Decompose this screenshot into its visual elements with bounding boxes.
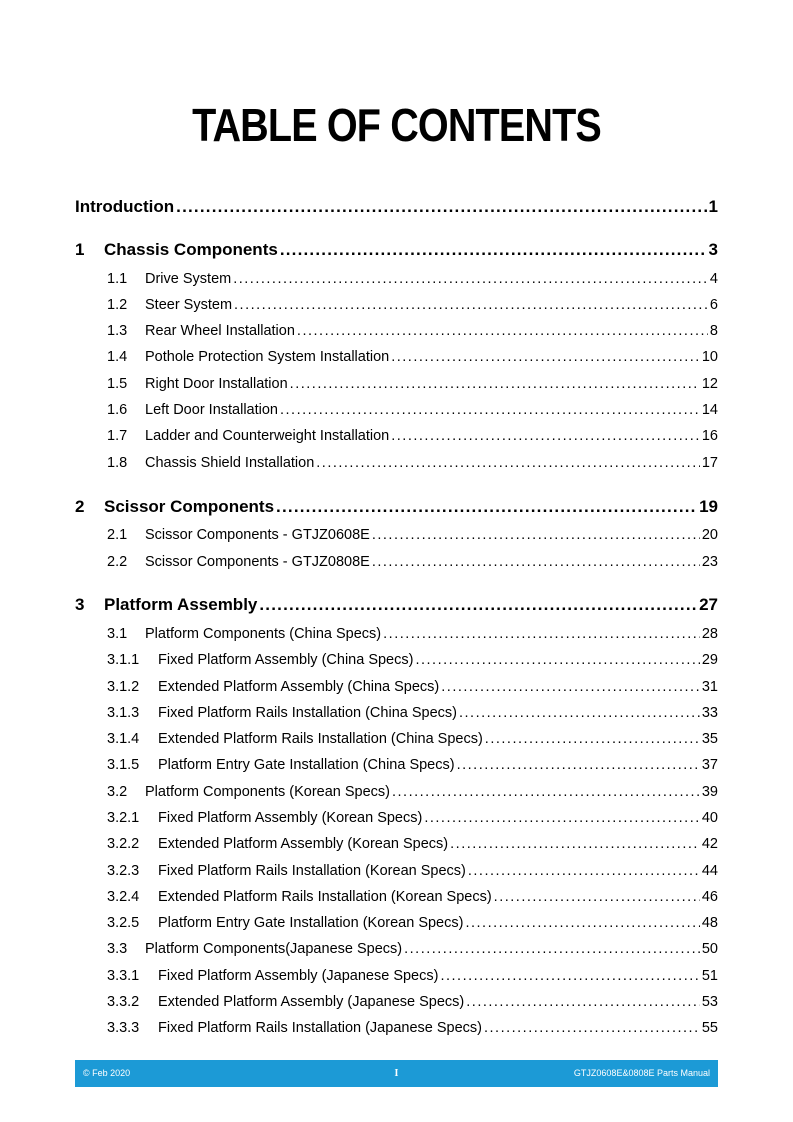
toc-section[interactable] bbox=[75, 349, 718, 365]
section-label: Pothole Protection System Installation bbox=[145, 349, 390, 365]
section-label: Right Door Installation bbox=[145, 376, 288, 392]
chapter-page: 3 bbox=[708, 240, 718, 259]
dot-leader bbox=[234, 297, 708, 313]
dot-leader bbox=[485, 731, 700, 747]
section-page: 46 bbox=[701, 889, 718, 905]
section-label: Fixed Platform Assembly (Japanese Specs) bbox=[158, 968, 439, 984]
section-number: 3.1.1 bbox=[107, 652, 140, 668]
footer-copyright: © Feb 2020 bbox=[83, 1068, 131, 1078]
section-number: 1.4 bbox=[107, 349, 128, 365]
dot-leader bbox=[424, 810, 700, 826]
section-number: 3.2.2 bbox=[107, 836, 140, 852]
section-page: 48 bbox=[701, 915, 718, 931]
dot-leader bbox=[468, 863, 700, 879]
dot-leader bbox=[440, 968, 699, 984]
section-number: 3.1.2 bbox=[107, 679, 140, 695]
dot-leader bbox=[392, 784, 700, 800]
section-number: 2.2 bbox=[107, 554, 128, 570]
section-number: 2.1 bbox=[107, 527, 128, 543]
dot-leader bbox=[276, 497, 697, 517]
section-number: 1.8 bbox=[107, 455, 128, 471]
toc-chapter[interactable] bbox=[75, 595, 718, 615]
section-page: 4 bbox=[709, 271, 718, 287]
toc-section[interactable] bbox=[75, 271, 718, 287]
toc-section[interactable] bbox=[75, 941, 718, 957]
section-label: Extended Platform Assembly (Japanese Specs) bbox=[158, 994, 465, 1010]
section-label: Platform Components (China Specs) bbox=[145, 626, 382, 642]
section-label: Scissor Components - GTJZ0608E bbox=[145, 527, 370, 543]
dot-leader bbox=[457, 757, 700, 773]
toc-section[interactable] bbox=[75, 784, 718, 800]
section-number: 1.2 bbox=[107, 297, 128, 313]
section-label: Platform Entry Gate Installation (China Specs) bbox=[158, 757, 455, 773]
dot-leader bbox=[450, 836, 700, 852]
toc-section[interactable] bbox=[75, 402, 718, 418]
section-number: 3.1.3 bbox=[107, 705, 140, 721]
section-page: 10 bbox=[701, 349, 718, 365]
toc-section[interactable] bbox=[75, 626, 718, 642]
dot-leader bbox=[233, 271, 708, 287]
chapter-label: Scissor Components bbox=[104, 497, 275, 516]
section-page: 50 bbox=[701, 941, 718, 957]
footer-manual-title: GTJZ0608E&0808E Parts Manual bbox=[573, 1068, 710, 1078]
toc-subsection[interactable] bbox=[75, 679, 718, 695]
toc-section[interactable] bbox=[75, 428, 718, 444]
section-number: 3.2.4 bbox=[107, 889, 140, 905]
dot-leader bbox=[280, 240, 707, 260]
section-number: 3.3 bbox=[107, 941, 128, 957]
toc-section[interactable] bbox=[75, 455, 718, 471]
section-page: 14 bbox=[701, 402, 718, 418]
section-label: Left Door Installation bbox=[145, 402, 278, 418]
dot-leader bbox=[372, 554, 700, 570]
section-number: 3.3.2 bbox=[107, 994, 140, 1010]
section-number: 3.1.4 bbox=[107, 731, 140, 747]
chapter-page: 19 bbox=[699, 497, 718, 516]
section-number: 1.7 bbox=[107, 428, 128, 444]
section-number: 3.3.3 bbox=[107, 1020, 140, 1036]
section-number: 3.2.5 bbox=[107, 915, 140, 931]
section-page: 28 bbox=[701, 626, 718, 642]
section-page: 37 bbox=[701, 757, 718, 773]
toc-section[interactable] bbox=[75, 297, 718, 313]
section-label: Fixed Platform Assembly (Korean Specs) bbox=[158, 810, 423, 826]
toc-subsection[interactable] bbox=[75, 1020, 718, 1036]
toc-subsection[interactable] bbox=[75, 757, 718, 773]
section-page: 8 bbox=[709, 323, 718, 339]
toc-chapter[interactable] bbox=[75, 497, 718, 517]
toc-section[interactable] bbox=[75, 376, 718, 392]
section-label: Extended Platform Assembly (China Specs) bbox=[158, 679, 440, 695]
dot-leader bbox=[484, 1020, 700, 1036]
dot-leader bbox=[459, 705, 700, 721]
section-label: Extended Platform Assembly (Korean Specs) bbox=[158, 836, 449, 852]
section-label: Scissor Components - GTJZ0808E bbox=[145, 554, 370, 570]
section-page: 23 bbox=[701, 554, 718, 570]
section-number: 3.2.3 bbox=[107, 863, 140, 879]
toc-subsection[interactable] bbox=[75, 652, 718, 668]
section-page: 33 bbox=[701, 705, 718, 721]
dot-leader bbox=[316, 455, 700, 471]
toc-subsection[interactable] bbox=[75, 994, 718, 1010]
section-label: Chassis Shield Installation bbox=[145, 455, 315, 471]
section-page: 12 bbox=[701, 376, 718, 392]
dot-leader bbox=[176, 197, 706, 217]
toc-subsection[interactable] bbox=[75, 889, 718, 905]
section-label: Drive System bbox=[145, 271, 232, 287]
section-page: 55 bbox=[701, 1020, 718, 1036]
chapter-number: 1 bbox=[75, 240, 85, 259]
section-number: 3.2.1 bbox=[107, 810, 140, 826]
toc-subsection[interactable] bbox=[75, 810, 718, 826]
section-label: Extended Platform Rails Installation (Korean Specs) bbox=[158, 889, 492, 905]
chapter-page: 27 bbox=[699, 595, 718, 614]
dot-leader bbox=[494, 889, 700, 905]
section-page: 16 bbox=[701, 428, 718, 444]
toc-section[interactable] bbox=[75, 527, 718, 543]
toc-entry-introduction[interactable] bbox=[75, 197, 718, 217]
section-label: Fixed Platform Assembly (China Specs) bbox=[158, 652, 414, 668]
page-title: TABLE OF CONTENTS bbox=[192, 99, 601, 151]
toc-subsection[interactable] bbox=[75, 836, 718, 852]
section-page: 39 bbox=[701, 784, 718, 800]
page-footer bbox=[75, 1060, 718, 1087]
section-page: 31 bbox=[701, 679, 718, 695]
dot-leader bbox=[290, 376, 700, 392]
section-number: 1.6 bbox=[107, 402, 128, 418]
section-label: Fixed Platform Rails Installation (Japanese Specs) bbox=[158, 1020, 482, 1036]
section-page: 17 bbox=[701, 455, 718, 471]
section-label: Platform Components (Korean Specs) bbox=[145, 784, 390, 800]
section-page: 51 bbox=[701, 968, 718, 984]
chapter-number: 2 bbox=[75, 497, 85, 516]
section-number: 3.1.5 bbox=[107, 757, 140, 773]
section-label: Fixed Platform Rails Installation (China Specs) bbox=[158, 705, 457, 721]
section-page: 29 bbox=[701, 652, 718, 668]
section-number: 3.3.1 bbox=[107, 968, 140, 984]
section-label: Platform Components(Japanese Specs) bbox=[145, 941, 403, 957]
section-page: 35 bbox=[701, 731, 718, 747]
toc-chapter[interactable] bbox=[75, 240, 718, 260]
section-number: 1.5 bbox=[107, 376, 128, 392]
dot-leader bbox=[383, 626, 700, 642]
section-number: 1.1 bbox=[107, 271, 128, 287]
footer-page-number: I bbox=[394, 1068, 399, 1079]
section-number: 3.2 bbox=[107, 784, 128, 800]
dot-leader bbox=[441, 679, 700, 695]
toc-section[interactable] bbox=[75, 323, 718, 339]
chapter-label: Platform Assembly bbox=[104, 595, 258, 614]
section-label: Steer System bbox=[145, 297, 233, 313]
chapter-number: 3 bbox=[75, 595, 85, 614]
section-label: Extended Platform Rails Installation (China Specs) bbox=[158, 731, 483, 747]
dot-leader bbox=[465, 915, 699, 931]
section-page: 6 bbox=[709, 297, 718, 313]
entry-label: Introduction bbox=[75, 197, 175, 216]
entry-page: 1 bbox=[708, 197, 718, 216]
toc-subsection[interactable] bbox=[75, 863, 718, 879]
section-page: 20 bbox=[701, 527, 718, 543]
toc-section[interactable] bbox=[75, 554, 718, 570]
chapter-label: Chassis Components bbox=[104, 240, 278, 259]
toc-subsection[interactable] bbox=[75, 731, 718, 747]
section-number: 3.1 bbox=[107, 626, 128, 642]
toc-subsection[interactable] bbox=[75, 915, 718, 931]
section-page: 44 bbox=[701, 863, 718, 879]
dot-leader bbox=[391, 349, 700, 365]
dot-leader bbox=[391, 428, 700, 444]
dot-leader bbox=[466, 994, 700, 1010]
section-label: Platform Entry Gate Installation (Korean Specs) bbox=[158, 915, 464, 931]
section-label: Fixed Platform Rails Installation (Korean Specs) bbox=[158, 863, 466, 879]
section-label: Rear Wheel Installation bbox=[145, 323, 295, 339]
section-label: Ladder and Counterweight Installation bbox=[145, 428, 390, 444]
dot-leader bbox=[404, 941, 700, 957]
section-page: 42 bbox=[701, 836, 718, 852]
dot-leader bbox=[297, 323, 708, 339]
section-page: 53 bbox=[701, 994, 718, 1010]
dot-leader bbox=[372, 527, 700, 543]
section-page: 40 bbox=[701, 810, 718, 826]
toc-subsection[interactable] bbox=[75, 968, 718, 984]
toc-subsection[interactable] bbox=[75, 705, 718, 721]
dot-leader bbox=[259, 595, 697, 615]
dot-leader bbox=[415, 652, 699, 668]
section-number: 1.3 bbox=[107, 323, 128, 339]
dot-leader bbox=[280, 402, 700, 418]
